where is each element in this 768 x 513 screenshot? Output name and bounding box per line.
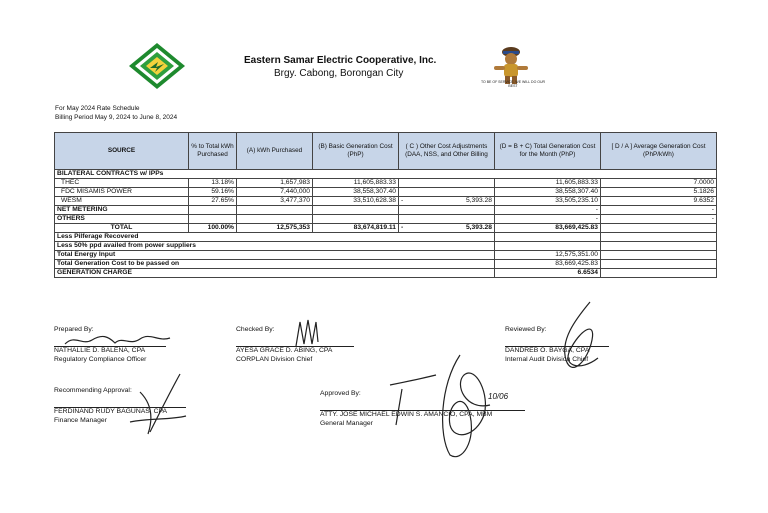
recommending-label: Recommending Approval: [54,387,132,394]
recommending-name: FERDINAND RUDY BAGUNAS, CPA [54,408,168,415]
summary-row [55,269,717,278]
cooperative-name: Eastern Samar Electric Cooperative, Inc. [244,55,437,66]
source-cell: NET METERING [55,206,189,215]
kwh-cell: 7,440,000 [237,188,313,197]
table-row [55,215,717,224]
kwh-cell [237,206,313,215]
approved-by-label: Approved By: [320,390,361,397]
summary-label-cell: Total Generation Cost to be passed on [55,260,495,269]
checked-by-name: AYESA GRACE D. ABING, CPA [236,347,333,354]
checked-by-label: Checked By: [236,326,275,333]
summary-label-cell: Total Energy Input [55,251,495,260]
kwh-cell: 1,657,983 [237,179,313,188]
summary-empty-cell [601,233,717,242]
table-row [55,188,717,197]
total-cost-cell: - [495,206,601,215]
average-cost-cell: 9.6352 [601,197,717,206]
pct-cell [189,215,237,224]
header-average-cost: [ D / A ] Average Generation Cost (PhP/kWh) [601,133,717,170]
summary-label-cell: Less 50% ppd availed from power suppliers [55,242,495,251]
cooperative-address: Brgy. Cabong, Borongan City [274,68,404,79]
summary-value-cell: 12,575,351.00 [495,251,601,260]
total-label-cell: TOTAL [55,224,189,233]
header-source: SOURCE [55,133,189,170]
summary-label-cell: Less Pilferage Recovered [55,233,495,242]
header-total-cost: (D = B + C) Total Generation Cost for the Month (PhP) [495,133,601,170]
summary-value-cell [495,242,601,251]
summary-value-cell [495,233,601,242]
summary-row [55,251,717,260]
section-label: BILATERAL CONTRACTS w/ IPPs [55,170,717,179]
header-basic-cost: (B) Basic Generation Cost (PhP) [313,133,399,170]
summary-row [55,233,717,242]
table-header-row [55,133,717,170]
pct-cell: 59.16% [189,188,237,197]
rate-schedule-line: For May 2024 Rate Schedule [55,105,140,112]
source-cell: FDC MISAMIS POWER [55,188,189,197]
pct-cell: 27.65% [189,197,237,206]
total-pct-cell: 100.00% [189,224,237,233]
average-cost-cell: - [601,215,717,224]
approval-date-note: 10/06 [488,392,509,401]
prepared-by-name: NATHALLIE D. BALEÑA, CPA [54,347,146,354]
basic-cost-cell [313,206,399,215]
pct-cell: 13.18% [189,179,237,188]
summary-empty-cell [601,251,717,260]
average-cost-cell: - [601,206,717,215]
prepared-by-label: Prepared By: [54,326,94,333]
other-cost-cell: - 5,393.28 [399,197,495,206]
header-kwh: (A) kWh Purchased [237,133,313,170]
total-kwh-cell: 12,575,353 [237,224,313,233]
prepared-signature [60,330,180,350]
table-row [55,197,717,206]
total-basic-cell: 83,674,819.11 [313,224,399,233]
total-row [55,224,717,233]
total-other-cell: - 5,393.28 [399,224,495,233]
total-cost-cell: 11,605,883.33 [495,179,601,188]
header-pct: % to Total kWh Purchased [189,133,237,170]
table-row [55,206,717,215]
kwh-cell [237,215,313,224]
section-row [55,170,717,179]
summary-label-cell: GENERATION CHARGE [55,269,495,278]
total-average-cell [601,224,717,233]
summary-empty-cell [601,269,717,278]
reviewed-by-title: Internal Audit Division Chief [505,356,589,363]
basic-cost-cell: 33,510,628.38 [313,197,399,206]
checked-signature [290,318,330,348]
table-row [55,179,717,188]
approved-by-name: ATTY. JOSE MICHAEL EDWIN S. AMANCIO, CPA, MBM [320,411,493,418]
source-cell: THEC [55,179,189,188]
generation-cost-table [54,132,717,278]
total-generation-cell: 83,669,425.83 [495,224,601,233]
total-cost-cell: 33,505,235.10 [495,197,601,206]
billing-period-line: Billing Period May 9, 2024 to June 8, 2024 [55,114,178,121]
basic-cost-cell: 38,558,307.40 [313,188,399,197]
summary-empty-cell [601,242,717,251]
basic-cost-cell [313,215,399,224]
source-cell: WESM [55,197,189,206]
schedule-info [55,104,177,122]
other-cost-cell [399,179,495,188]
prepared-by-title: Regulatory Compliance Officer [54,356,147,363]
basic-cost-cell: 11,605,883.33 [313,179,399,188]
average-cost-cell: 7.0000 [601,179,717,188]
summary-row [55,260,717,269]
summary-empty-cell [601,260,717,269]
total-cost-cell: - [495,215,601,224]
source-cell: OTHERS [55,215,189,224]
summary-value-cell: 6.6534 [495,269,601,278]
checked-by-title: CORPLAN Division Chief [236,356,313,363]
esamelco-logo [128,42,186,90]
average-cost-cell: 5.1826 [601,188,717,197]
reviewed-by-label: Reviewed By: [505,326,547,333]
header-other-cost: ( C ) Other Cost Adjustments (DAA, NSS, and Other Billing [399,133,495,170]
other-cost-cell [399,188,495,197]
mascot-motto: TO BE OF SERVICE, WE WILL DO OUR BEST [480,80,546,88]
reviewed-signature [540,300,610,380]
approved-by-title: General Manager [320,420,373,427]
total-cost-cell: 38,558,307.40 [495,188,601,197]
approved-signature [380,345,530,465]
other-cost-cell [399,215,495,224]
pct-cell [189,206,237,215]
reviewed-by-name: DANDREB O. BAYGA, CPA [505,347,590,354]
summary-value-cell: 83,669,425.83 [495,260,601,269]
recommending-title: Finance Manager [54,417,107,424]
kwh-cell: 3,477,370 [237,197,313,206]
summary-row [55,242,717,251]
other-cost-cell [399,206,495,215]
recommending-signature [120,372,190,442]
